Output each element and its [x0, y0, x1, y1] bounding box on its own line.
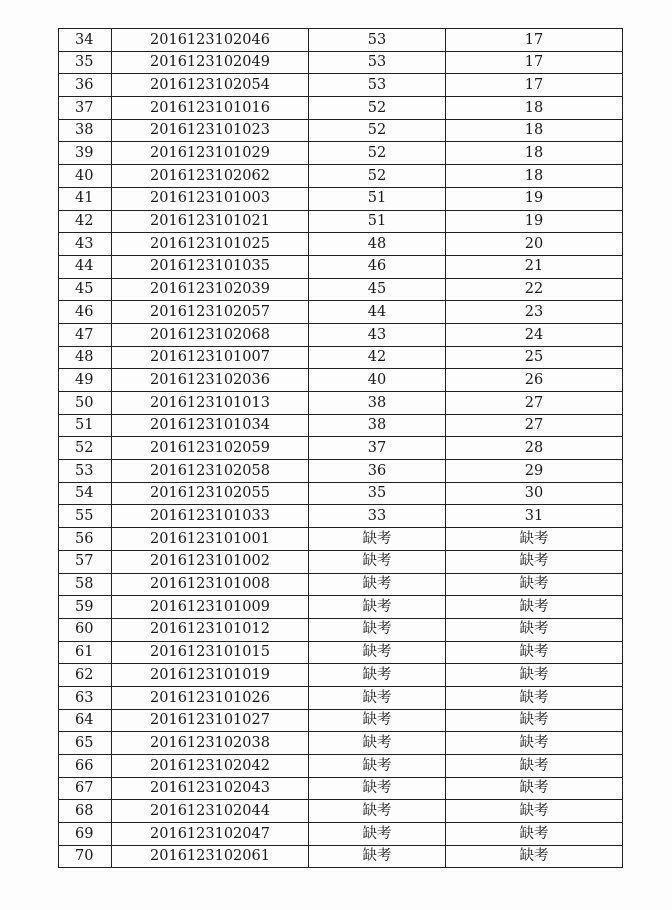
- row-number-cell: 52: [59, 437, 112, 460]
- student-id-cell: 2016123102061: [112, 845, 309, 868]
- rank-cell: 缺考: [446, 755, 623, 778]
- student-id-cell: 2016123101003: [112, 187, 309, 210]
- score-cell: 缺考: [309, 596, 446, 619]
- rank-cell: 缺考: [446, 709, 623, 732]
- table-row: [59, 709, 623, 732]
- score-cell: 缺考: [309, 732, 446, 755]
- rank-cell: 22: [446, 278, 623, 301]
- student-id-cell: 2016123102047: [112, 823, 309, 846]
- row-number-cell: 41: [59, 187, 112, 210]
- table-row: [59, 437, 623, 460]
- student-id-cell: 2016123101001: [112, 528, 309, 551]
- table-row: [59, 686, 623, 709]
- table-row: [59, 323, 623, 346]
- rank-cell: 缺考: [446, 618, 623, 641]
- table-row: [59, 233, 623, 256]
- row-number-cell: 60: [59, 618, 112, 641]
- table-row: [59, 596, 623, 619]
- row-number-cell: 44: [59, 255, 112, 278]
- student-id-cell: 2016123101007: [112, 346, 309, 369]
- student-id-cell: 2016123102057: [112, 301, 309, 324]
- score-cell: 缺考: [309, 845, 446, 868]
- row-number-cell: 67: [59, 777, 112, 800]
- row-number-cell: 37: [59, 97, 112, 120]
- student-id-cell: 2016123101023: [112, 119, 309, 142]
- student-id-cell: 2016123102043: [112, 777, 309, 800]
- score-cell: 缺考: [309, 686, 446, 709]
- rank-cell: 17: [446, 29, 623, 52]
- table-row: [59, 346, 623, 369]
- score-cell: 35: [309, 482, 446, 505]
- row-number-cell: 68: [59, 800, 112, 823]
- row-number-cell: 48: [59, 346, 112, 369]
- rank-cell: 缺考: [446, 573, 623, 596]
- row-number-cell: 55: [59, 505, 112, 528]
- table-row: [59, 29, 623, 52]
- score-cell: 44: [309, 301, 446, 324]
- table-row: [59, 641, 623, 664]
- rank-cell: 27: [446, 392, 623, 415]
- score-cell: 38: [309, 414, 446, 437]
- table-row: [59, 845, 623, 868]
- student-id-cell: 2016123101033: [112, 505, 309, 528]
- row-number-cell: 34: [59, 29, 112, 52]
- rank-cell: 缺考: [446, 823, 623, 846]
- score-cell: 45: [309, 278, 446, 301]
- row-number-cell: 38: [59, 119, 112, 142]
- score-cell: 缺考: [309, 618, 446, 641]
- score-cell: 缺考: [309, 800, 446, 823]
- row-number-cell: 50: [59, 392, 112, 415]
- student-id-cell: 2016123102068: [112, 323, 309, 346]
- student-id-cell: 2016123102059: [112, 437, 309, 460]
- row-number-cell: 57: [59, 550, 112, 573]
- rank-cell: 27: [446, 414, 623, 437]
- student-id-cell: 2016123101025: [112, 233, 309, 256]
- rank-cell: 缺考: [446, 550, 623, 573]
- student-id-cell: 2016123102036: [112, 369, 309, 392]
- rank-cell: 18: [446, 165, 623, 188]
- score-cell: 53: [309, 74, 446, 97]
- score-cell: 43: [309, 323, 446, 346]
- rank-cell: 25: [446, 346, 623, 369]
- rank-cell: 18: [446, 142, 623, 165]
- score-cell: 52: [309, 165, 446, 188]
- rank-cell: 缺考: [446, 686, 623, 709]
- table-row: [59, 119, 623, 142]
- table-row: [59, 301, 623, 324]
- row-number-cell: 54: [59, 482, 112, 505]
- table-row: [59, 664, 623, 687]
- row-number-cell: 35: [59, 51, 112, 74]
- student-id-cell: 2016123101021: [112, 210, 309, 233]
- table-row: [59, 255, 623, 278]
- rank-cell: 30: [446, 482, 623, 505]
- table-row: [59, 74, 623, 97]
- table-row: [59, 414, 623, 437]
- student-id-cell: 2016123102062: [112, 165, 309, 188]
- rank-cell: 31: [446, 505, 623, 528]
- score-cell: 缺考: [309, 777, 446, 800]
- student-id-cell: 2016123101016: [112, 97, 309, 120]
- rank-cell: 缺考: [446, 845, 623, 868]
- score-cell: 53: [309, 51, 446, 74]
- score-cell: 52: [309, 97, 446, 120]
- rank-cell: 23: [446, 301, 623, 324]
- table-row: [59, 528, 623, 551]
- student-id-cell: 2016123101008: [112, 573, 309, 596]
- table-row: [59, 550, 623, 573]
- table-row: [59, 278, 623, 301]
- rank-cell: 18: [446, 97, 623, 120]
- score-cell: 33: [309, 505, 446, 528]
- score-cell: 缺考: [309, 528, 446, 551]
- student-id-cell: 2016123101009: [112, 596, 309, 619]
- row-number-cell: 45: [59, 278, 112, 301]
- table-row: [59, 755, 623, 778]
- score-table: [58, 28, 623, 868]
- rank-cell: 20: [446, 233, 623, 256]
- row-number-cell: 46: [59, 301, 112, 324]
- student-id-cell: 2016123102046: [112, 29, 309, 52]
- table-row: [59, 210, 623, 233]
- score-cell: 缺考: [309, 755, 446, 778]
- rank-cell: 29: [446, 460, 623, 483]
- score-cell: 36: [309, 460, 446, 483]
- student-id-cell: 2016123101027: [112, 709, 309, 732]
- table-row: [59, 777, 623, 800]
- rank-cell: 28: [446, 437, 623, 460]
- row-number-cell: 66: [59, 755, 112, 778]
- row-number-cell: 43: [59, 233, 112, 256]
- rank-cell: 缺考: [446, 664, 623, 687]
- student-id-cell: 2016123102044: [112, 800, 309, 823]
- rank-cell: 17: [446, 51, 623, 74]
- score-cell: 52: [309, 119, 446, 142]
- score-cell: 缺考: [309, 550, 446, 573]
- row-number-cell: 42: [59, 210, 112, 233]
- rank-cell: 缺考: [446, 596, 623, 619]
- row-number-cell: 47: [59, 323, 112, 346]
- row-number-cell: 36: [59, 74, 112, 97]
- student-id-cell: 2016123101029: [112, 142, 309, 165]
- score-cell: 38: [309, 392, 446, 415]
- score-cell: 46: [309, 255, 446, 278]
- student-id-cell: 2016123101013: [112, 392, 309, 415]
- rank-cell: 缺考: [446, 641, 623, 664]
- score-table-body: [59, 29, 623, 868]
- score-cell: 51: [309, 210, 446, 233]
- rank-cell: 19: [446, 187, 623, 210]
- score-cell: 51: [309, 187, 446, 210]
- rank-cell: 17: [446, 74, 623, 97]
- row-number-cell: 40: [59, 165, 112, 188]
- student-id-cell: 2016123102055: [112, 482, 309, 505]
- table-row: [59, 187, 623, 210]
- table-row: [59, 142, 623, 165]
- row-number-cell: 49: [59, 369, 112, 392]
- table-row: [59, 51, 623, 74]
- score-cell: 缺考: [309, 709, 446, 732]
- student-id-cell: 2016123102038: [112, 732, 309, 755]
- student-id-cell: 2016123101002: [112, 550, 309, 573]
- rank-cell: 缺考: [446, 800, 623, 823]
- score-cell: 53: [309, 29, 446, 52]
- student-id-cell: 2016123101012: [112, 618, 309, 641]
- table-row: [59, 392, 623, 415]
- table-row: [59, 732, 623, 755]
- student-id-cell: 2016123101019: [112, 664, 309, 687]
- table-row: [59, 573, 623, 596]
- rank-cell: 26: [446, 369, 623, 392]
- table-row: [59, 97, 623, 120]
- student-id-cell: 2016123102058: [112, 460, 309, 483]
- row-number-cell: 64: [59, 709, 112, 732]
- row-number-cell: 61: [59, 641, 112, 664]
- score-cell: 40: [309, 369, 446, 392]
- table-row: [59, 800, 623, 823]
- score-cell: 52: [309, 142, 446, 165]
- rank-cell: 缺考: [446, 777, 623, 800]
- row-number-cell: 51: [59, 414, 112, 437]
- table-row: [59, 482, 623, 505]
- row-number-cell: 56: [59, 528, 112, 551]
- student-id-cell: 2016123101034: [112, 414, 309, 437]
- table-row: [59, 165, 623, 188]
- score-cell: 缺考: [309, 823, 446, 846]
- student-id-cell: 2016123102039: [112, 278, 309, 301]
- table-row: [59, 823, 623, 846]
- row-number-cell: 70: [59, 845, 112, 868]
- row-number-cell: 65: [59, 732, 112, 755]
- row-number-cell: 58: [59, 573, 112, 596]
- rank-cell: 缺考: [446, 528, 623, 551]
- score-cell: 缺考: [309, 641, 446, 664]
- rank-cell: 24: [446, 323, 623, 346]
- score-cell: 42: [309, 346, 446, 369]
- table-row: [59, 505, 623, 528]
- student-id-cell: 2016123101035: [112, 255, 309, 278]
- score-cell: 37: [309, 437, 446, 460]
- rank-cell: 19: [446, 210, 623, 233]
- row-number-cell: 63: [59, 686, 112, 709]
- score-cell: 缺考: [309, 664, 446, 687]
- student-id-cell: 2016123101026: [112, 686, 309, 709]
- row-number-cell: 59: [59, 596, 112, 619]
- table-row: [59, 369, 623, 392]
- row-number-cell: 53: [59, 460, 112, 483]
- rank-cell: 18: [446, 119, 623, 142]
- row-number-cell: 69: [59, 823, 112, 846]
- student-id-cell: 2016123101015: [112, 641, 309, 664]
- row-number-cell: 62: [59, 664, 112, 687]
- score-cell: 48: [309, 233, 446, 256]
- score-cell: 缺考: [309, 573, 446, 596]
- table-row: [59, 460, 623, 483]
- student-id-cell: 2016123102042: [112, 755, 309, 778]
- rank-cell: 缺考: [446, 732, 623, 755]
- rank-cell: 21: [446, 255, 623, 278]
- row-number-cell: 39: [59, 142, 112, 165]
- table-row: [59, 618, 623, 641]
- student-id-cell: 2016123102054: [112, 74, 309, 97]
- student-id-cell: 2016123102049: [112, 51, 309, 74]
